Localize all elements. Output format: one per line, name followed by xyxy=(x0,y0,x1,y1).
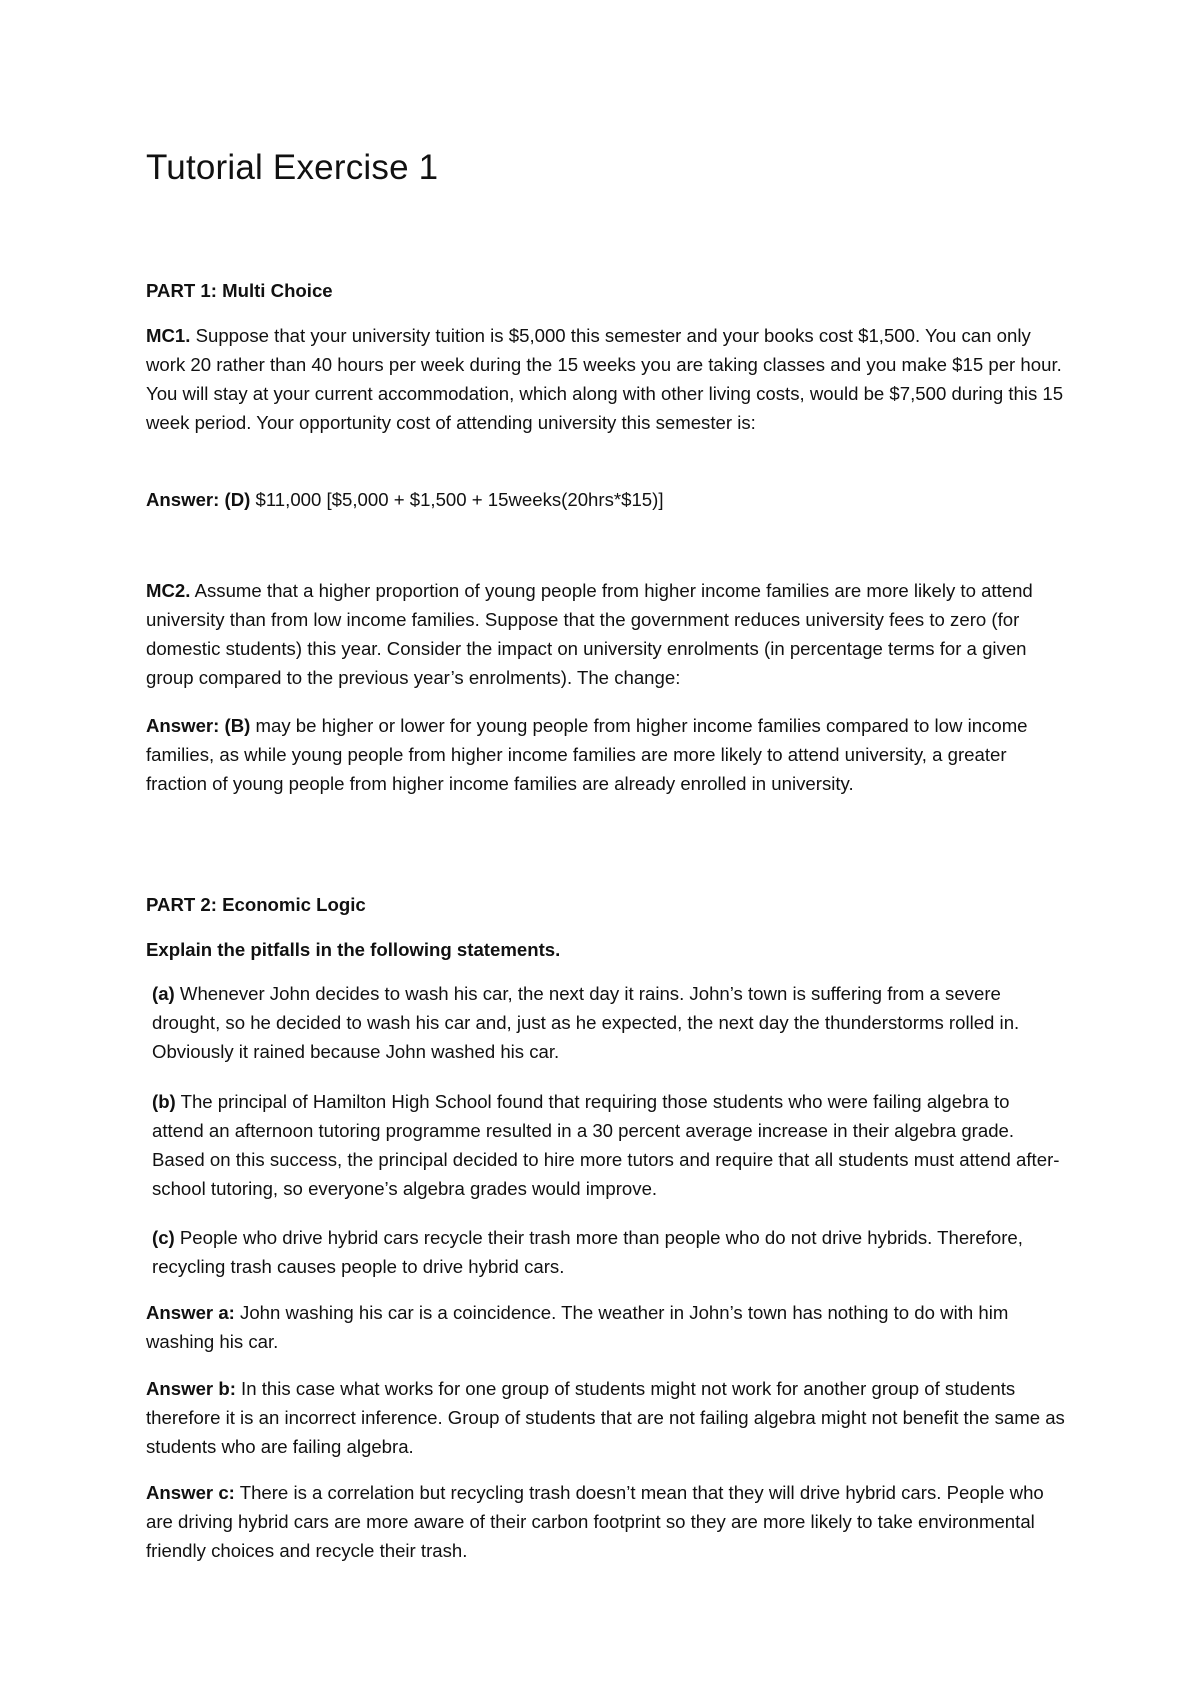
mc2-answer-text: may be higher or lower for young people from higher income families compared to low income families, as while young people from higher income families are more likely to attend university, a greater fraction of young people from higher income families are already enrolled in university. xyxy=(146,715,1028,794)
answer-a-label: Answer a: xyxy=(146,1302,235,1323)
mc2-label: MC2. xyxy=(146,580,191,601)
statement-b-label: (b) xyxy=(152,1091,176,1112)
mc2-text: Assume that a higher proportion of young people from higher income families are more likely to attend university than from low income families. Suppose that the government reduces university fees to zero (for domestic students) this year. Consider the impact on university enrolments (in percentage terms for a given group compared to the previous year’s enrolments). The change: xyxy=(146,580,1033,688)
mc2-question xyxy=(146,576,1066,692)
answer-c-label: Answer c: xyxy=(146,1482,235,1503)
mc2-answer xyxy=(146,711,1066,798)
statement-c-label: (c) xyxy=(152,1227,175,1248)
document-title: Tutorial Exercise 1 xyxy=(146,148,439,187)
answer-b-text: In this case what works for one group of students might not work for another group of students therefore it is an incorrect inference. Group of students that are not failing algebra might not benefit the same as students who are failing algebra. xyxy=(146,1378,1065,1457)
mc1-answer xyxy=(146,485,1066,514)
part2-instruction: Explain the pitfalls in the following statements. xyxy=(146,939,561,960)
statement-c xyxy=(146,1223,1066,1281)
mc1-answer-text: $11,000 [$5,000 + $1,500 + 15weeks(20hrs*$15)] xyxy=(250,489,664,510)
answer-c-text: There is a correlation but recycling trash doesn’t mean that they will drive hybrid cars. People who are driving hybrid cars are more aware of their carbon footprint so they are more likely to take environmental friendly choices and recycle their trash. xyxy=(146,1482,1044,1561)
mc1-text: Suppose that your university tuition is $5,000 this semester and your books cost $1,500. You can only work 20 rather than 40 hours per week during the 15 weeks you are taking classes and you make $15 per hour. You will stay at your current accommodation, which along with other living costs, would be $7,500 during this 15 week period. Your opportunity cost of attending university this semester is: xyxy=(146,325,1064,433)
statement-b xyxy=(146,1087,1066,1203)
answer-a xyxy=(146,1298,1066,1356)
answer-b-label: Answer b: xyxy=(146,1378,236,1399)
mc1-question xyxy=(146,321,1066,437)
statement-a-text: Whenever John decides to wash his car, the next day it rains. John’s town is suffering from a severe drought, so he decided to wash his car and, just as he expected, the next day the thunderstorms rolled in. Obviously it rained because John washed his car. xyxy=(152,983,1020,1062)
statement-a xyxy=(146,979,1066,1066)
statement-a-label: (a) xyxy=(152,983,175,1004)
part2-heading: PART 2: Economic Logic xyxy=(146,894,366,915)
answer-a-text: John washing his car is a coincidence. The weather in John’s town has nothing to do with him washing his car. xyxy=(146,1302,1009,1352)
mc1-answer-label: Answer: (D) xyxy=(146,489,251,510)
answer-c xyxy=(146,1478,1066,1565)
part1-heading: PART 1: Multi Choice xyxy=(146,280,333,301)
mc1-label: MC1. xyxy=(146,325,191,346)
answer-b xyxy=(146,1374,1066,1461)
mc2-answer-label: Answer: (B) xyxy=(146,715,251,736)
statement-b-text: The principal of Hamilton High School found that requiring those students who were failing algebra to attend an afternoon tutoring programme resulted in a 30 percent average increase in their algebra grade. Based on this success, the principal decided to hire more tutors and require that all students must attend after-school tutoring, so everyone’s algebra grades would improve. xyxy=(152,1091,1060,1199)
statement-c-text: People who drive hybrid cars recycle their trash more than people who do not drive hybrids. Therefore, recycling trash causes people to drive hybrid cars. xyxy=(152,1227,1023,1277)
